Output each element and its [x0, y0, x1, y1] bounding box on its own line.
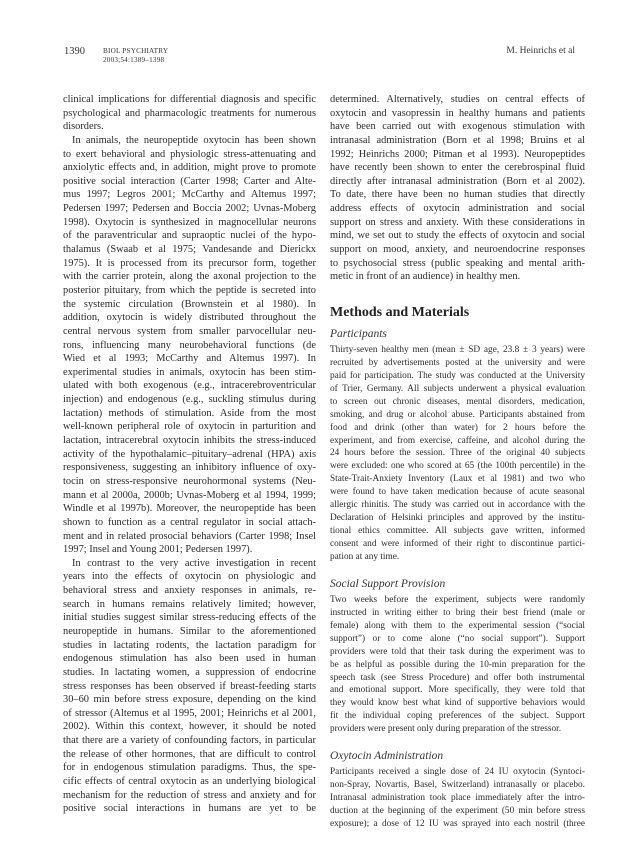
text-line: with the carrier protein, along the axonal projection to the [63, 271, 316, 283]
text-line: lactation) methods of stimulation. Aside from the most [63, 407, 316, 419]
text-line: providers were told that their task during the experiment was to [330, 646, 585, 657]
text-line: To date, there have been no human studies that directly [330, 189, 585, 201]
text-line: studies in lactating rodents, the lactation paradigm for [63, 639, 316, 651]
page-number: 1390 [64, 46, 85, 57]
subsection-heading: Oxytocin Administration [330, 750, 444, 763]
subsection-heading: Social Support Provision [330, 577, 446, 590]
text-line: non-Spray, Novartis, Basel, Switzerland) intranasally or placebo. [330, 780, 585, 791]
paragraph [330, 93, 585, 284]
text-line: years into the effects of oxytocin on physiologic and [63, 571, 316, 583]
text-line: the systemic circulation (Brownstein et al 1980). In [63, 298, 316, 310]
journal-name: BIOL PSYCHIATRY [103, 47, 169, 55]
text-line: support on stress and anxiety. With these considerations in [330, 216, 585, 228]
text-line: ment and in related prosocial behaviors (Carter 1998; Insel [63, 530, 316, 542]
text-line: mann et al 2000a, 2000b; Uvnas-Moberg et al 1994, 1999; [63, 489, 316, 501]
text-line: Two weeks before the experiment, subjects were randomly [330, 594, 585, 605]
text-line: intranasal administration (Born et al 1998; Bruins et al [330, 134, 585, 146]
text-line: mechanism for the reduction of stress and anxiety and for [63, 789, 316, 801]
text-line: the release of other hormones, that are difficult to control [63, 748, 316, 760]
text-line: food and drink (other than water) for 2 hours before the [330, 422, 585, 433]
text-line: 1997; Insel and Young 2001; Pedersen 1997). [63, 544, 253, 556]
paragraph [63, 93, 316, 134]
text-line: determined. Alternatively, studies on central effects of [330, 94, 585, 105]
text-line: initial studies suggest similar stress-reducing effects of the [63, 612, 316, 624]
text-line: Participants received a single dose of 24 IU oxytocin (Syntoci- [330, 767, 585, 778]
text-line: clinical implications for differential diagnosis and specific [63, 94, 316, 105]
journal-info [103, 47, 168, 64]
text-line: cific effects of central oxytocin as an underlying biological [63, 776, 316, 788]
text-line: 2002). Within this context, however, it should be noted [63, 721, 316, 733]
paragraph [63, 557, 316, 816]
spacer [330, 564, 585, 574]
text-line: central nervous system from smaller parvocellular neu- [63, 325, 316, 337]
text-line: stress responses has been observed if breast-feeding starts [63, 680, 316, 692]
text-line: allergic rhinitis. The study was carried out in accordance with the [330, 500, 585, 511]
text-line: to screen out chronic diseases, mental disorders, medication, [330, 396, 585, 407]
text-line: In contrast to the very active investigation in recent [72, 557, 316, 569]
paragraph [330, 594, 585, 736]
text-line: 1998). Oxytocin is synthesized in magnocellular neurons [63, 216, 316, 228]
text-line: exposure); a dose of 12 IU was sprayed into each nostril (three [330, 818, 585, 829]
text-line: positive social interactions in humans are yet to be [63, 803, 316, 815]
left-column [63, 93, 316, 816]
text-line: 1992; Heinrichs 2000; Pitman et al 1993). Neuropeptides [330, 148, 585, 160]
text-line: Thirty-seven healthy men (mean ± SD age, 23.8 ± 3 years) were [330, 344, 585, 355]
text-line: neuropeptide in humans. Similar to the aforementioned [63, 625, 316, 637]
text-line: oxytocin and vasopressin in healthy humans and patients [330, 107, 585, 119]
text-line: tional ethics committee. All subjects gave written, informed [330, 526, 585, 537]
text-line: Pedersen 1997; Pedersen and Boccia 2002; Uvnas-Moberg [63, 203, 316, 215]
text-line: endogenous stimulation has also been used in human [63, 653, 316, 665]
text-line: speech task (see Stress Procedure) and offer both instrumental [330, 672, 585, 683]
text-line: 30–60 min before stress exposure, depending on the kind [63, 694, 316, 706]
text-line: ulated with both exogenous (e.g., intracerebroventricular [63, 380, 316, 392]
text-line: and emotional support. More specifically, they were told that [330, 685, 585, 696]
text-line: experimental studies in animals, oxytocin has been stim- [63, 366, 316, 378]
page-header [0, 46, 638, 70]
text-line: recruited by advertisements posted at the university and were [330, 357, 585, 368]
text-line: injection) and endogenous (e.g., suckling stimulus during [63, 394, 316, 406]
running-author: M. Heinrichs et al [506, 46, 575, 56]
text-line: studies. In lactating women, a suppression of endocrine [63, 666, 316, 678]
text-line: paid for participation. The study was conducted at the University [330, 370, 585, 381]
text-line: female) along with them to the experimental session (“social [330, 620, 585, 631]
right-column [330, 93, 585, 831]
text-line: to exert behavioral and physiologic stress-attenuating and [63, 148, 316, 160]
subsection-heading: Participants [330, 327, 387, 340]
journal-citation: 2003;54:1389–1398 [103, 55, 165, 64]
text-line: mus 1997; Legros 2001; McCarthy and Altemus 1997; [63, 189, 316, 201]
text-line: Declaration of Helsinki principles and approved by the institu- [330, 513, 585, 524]
text-line: pation at any time. [330, 551, 400, 562]
text-line: 1975). It is processed from its precursor form, together [63, 257, 316, 269]
text-line: search in humans remains relatively limited; however, [63, 598, 316, 610]
text-line: be as helpful as possible during the 10-min preparation for the [330, 659, 585, 670]
text-line: of stressor (Altemus et al 1995, 2001; Heinrichs et al 2001, [63, 707, 316, 719]
text-line: Intranasal administration took place immediately after the intro- [330, 793, 585, 804]
text-line: were found to have taken medication because of acute seasonal [330, 487, 585, 498]
text-line: experiment, and from exercise, caffeine, and alcohol during the [330, 435, 585, 446]
text-line: mind, we set out to study the effects of oxytocin and social [330, 230, 585, 242]
paragraph [330, 344, 585, 564]
text-line: smoking, and drug or alcohol abuse. Participants abstained from [330, 409, 585, 420]
text-line: providers were present only during preparation of the stressor. [330, 724, 562, 735]
text-line: responsiveness, suggesting an inhibitory influence of oxy- [63, 462, 316, 474]
text-line: directly after intranasal administration (Born et al 2002). [330, 175, 585, 187]
text-line: have recently been shown to enter the cerebrospinal fluid [330, 162, 585, 174]
text-line: consent and were informed of their right to discontinue partici- [330, 539, 585, 550]
text-line: psychological and pharmacologic treatments for numerous [63, 107, 316, 119]
text-line: thalamus (Swaab et al 1975; Vandesande and Dierickx [63, 244, 316, 256]
text-line: instructed in writing either to bring their best friend (male or [330, 607, 585, 618]
text-line: metic in front of an audience) in healthy men. [330, 271, 521, 283]
text-line: that there are a variety of confounding factors, in particular [63, 735, 316, 747]
text-line: activity of the hypothalamic–pituitary–adrenal (HPA) axis [63, 448, 316, 460]
text-line: 24 hours before the session. Three of the original 40 subjects [330, 448, 585, 459]
text-line: posterior pituitary, from which the peptide is secreted into [63, 284, 316, 296]
text-line: anxiolytic effects and, in addition, might prove to promote [63, 162, 316, 174]
text-line: positive social interaction (Carter 1998; Carter and Alte- [63, 175, 316, 187]
text-line: Windle et al 1997b). Moreover, the neuropeptide has been [63, 503, 316, 515]
text-line: for in endogenous stimulation paradigms. Thus, the spe- [63, 762, 316, 774]
text-line: behavioral stress and anxiety responses in animals, re- [63, 585, 316, 597]
section-heading: Methods and Materials [330, 304, 470, 320]
text-line: support on mood, anxiety, and neuroendocrine responses [330, 244, 585, 256]
text-line: rons, influencing many neurobehavioral functions (de [63, 339, 316, 351]
text-line: of the paraventricular and supraoptic nuclei of the hypo- [63, 230, 316, 242]
text-line: lactation, intracerebral oxytocin inhibits the stress-induced [63, 435, 316, 447]
text-line: were excluded: one who scored at 65 (the 100th percentile) in the [330, 461, 585, 472]
text-line: to psychosocial stress (public speaking and mental arith- [330, 257, 585, 269]
text-line: they would know best what kind of supportive behaviors would [330, 698, 585, 709]
text-line: have been carried out with exogenous stimulation with [330, 121, 585, 133]
text-line: shown to function as a central regulator in social attach- [63, 516, 316, 528]
text-line: support”) or to come alone (“no social support”). Support [330, 633, 585, 644]
text-line: of Trier, Germany. All subjects underwent a physical evaluation [330, 383, 585, 394]
text-line: tocin on stress-responsive neurohormonal systems (Neu- [63, 475, 316, 487]
text-line: duction at the beginning of the experiment (50 min before stress [330, 806, 585, 817]
text-line: In animals, the neuropeptide oxytocin has been shown [72, 134, 316, 146]
text-line: fit the individual coping preferences of the subject. Support [330, 711, 585, 722]
paragraph [63, 134, 316, 557]
paragraph [330, 766, 585, 831]
text-line: addition, oxytocin is widely distributed throughout the [63, 312, 316, 324]
text-line: address effects of oxytocin administration and social [330, 203, 585, 215]
spacer [330, 736, 585, 746]
text-line: disorders. [63, 121, 104, 133]
text-line: State-Trait-Anxiety Inventory (Laux et al 1981) and two who [330, 474, 585, 485]
text-line: well-known peripheral role of oxytocin in parturition and [63, 421, 316, 433]
text-line: Wied et al 1993; McCarthy and Altemus 1997). In [63, 353, 316, 365]
